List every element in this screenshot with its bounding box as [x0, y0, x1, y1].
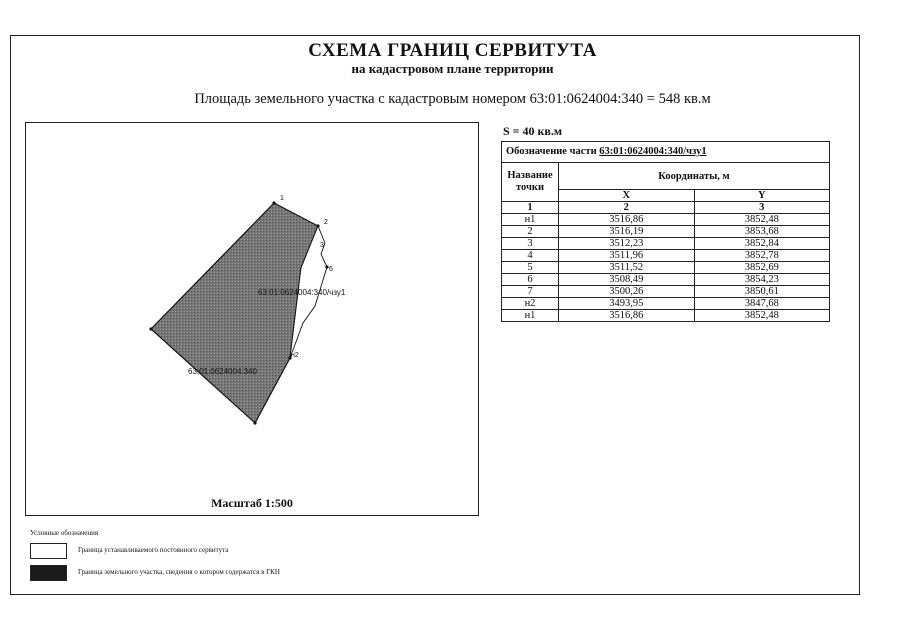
point-name: н1 — [502, 214, 559, 226]
point-name: н2 — [502, 298, 559, 310]
land-area-line: Площадь земельного участка с кадастровым номером 63:01:0624004:340 = 548 кв.м — [194, 91, 711, 107]
map-drawing — [26, 123, 478, 515]
col-header-y: Y — [694, 190, 830, 202]
table-row — [502, 274, 830, 286]
point-name: 4 — [502, 250, 559, 262]
coordinates-table — [501, 141, 830, 322]
part-number: 63:01:0624004:340/чзу1 — [599, 146, 707, 157]
coord-y: 3852,84 — [694, 238, 830, 250]
parcel-label: 63:01:0624004:340 — [188, 367, 257, 376]
coord-x: 3516,86 — [559, 310, 695, 322]
coord-y: 3852,48 — [694, 310, 830, 322]
coord-x: 3516,86 — [559, 214, 695, 226]
coord-y: 3854,23 — [694, 274, 830, 286]
coord-x: 3516,19 — [559, 226, 695, 238]
page-title: СХЕМА ГРАНИЦ СЕРВИТУТА — [308, 40, 597, 61]
point-name: 6 — [502, 274, 559, 286]
part-designation-cell — [502, 142, 830, 163]
servitude-area: S = 40 кв.м — [503, 124, 563, 138]
table-row — [502, 310, 830, 322]
point-label-2: 2 — [324, 219, 328, 226]
legend-label: Граница устанавливаемого постоянного сервитута — [78, 546, 229, 554]
page-subtitle: на кадастровом плане территории — [351, 61, 554, 76]
col-header-coords: Координаты, м — [559, 163, 830, 190]
legend-swatch-white — [30, 543, 67, 559]
table-row — [502, 298, 830, 310]
table-row — [502, 262, 830, 274]
col-num-2: 2 — [559, 202, 695, 214]
coord-x: 3512,23 — [559, 238, 695, 250]
coord-y: 3852,78 — [694, 250, 830, 262]
point-name: н1 — [502, 310, 559, 322]
point-name: 7 — [502, 286, 559, 298]
point-label-n2: н2 — [291, 352, 299, 359]
coord-x: 3511,52 — [559, 262, 695, 274]
land-parcel — [151, 203, 318, 423]
table-row — [502, 226, 830, 238]
map-scale: Масштаб 1:500 — [211, 496, 293, 510]
cadastral-map — [25, 122, 479, 516]
point-label-1: 1 — [280, 195, 284, 202]
legend-label: Граница земельного участка, сведения о котором содержатся в ГКН — [78, 568, 280, 576]
part-label: 63:01:0624004:340/чзу1 — [258, 288, 346, 297]
point-name: 2 — [502, 226, 559, 238]
table-row — [502, 238, 830, 250]
coord-y: 3852,48 — [694, 214, 830, 226]
coord-y: 3847,68 — [694, 298, 830, 310]
coord-x: 3511,96 — [559, 250, 695, 262]
coord-y: 3852,69 — [694, 262, 830, 274]
legend-swatch-dark — [30, 565, 67, 581]
table-row — [502, 250, 830, 262]
coord-x: 3508,49 — [559, 274, 695, 286]
col-header-x: X — [559, 190, 695, 202]
point-name: 5 — [502, 262, 559, 274]
table-row — [502, 286, 830, 298]
point-label-3: 3 — [320, 242, 324, 249]
point-name: 3 — [502, 238, 559, 250]
part-caption: Обозначение части — [506, 146, 597, 157]
table-row — [502, 214, 830, 226]
col-header-name: Название точки — [502, 163, 559, 202]
coord-y: 3850,61 — [694, 286, 830, 298]
coord-y: 3853,68 — [694, 226, 830, 238]
legend-title: Условные обозначения — [30, 529, 99, 537]
col-num-1: 1 — [502, 202, 559, 214]
coord-x: 3493,95 — [559, 298, 695, 310]
col-num-3: 3 — [694, 202, 830, 214]
point-label-6: 6 — [329, 266, 333, 273]
coord-x: 3500,26 — [559, 286, 695, 298]
